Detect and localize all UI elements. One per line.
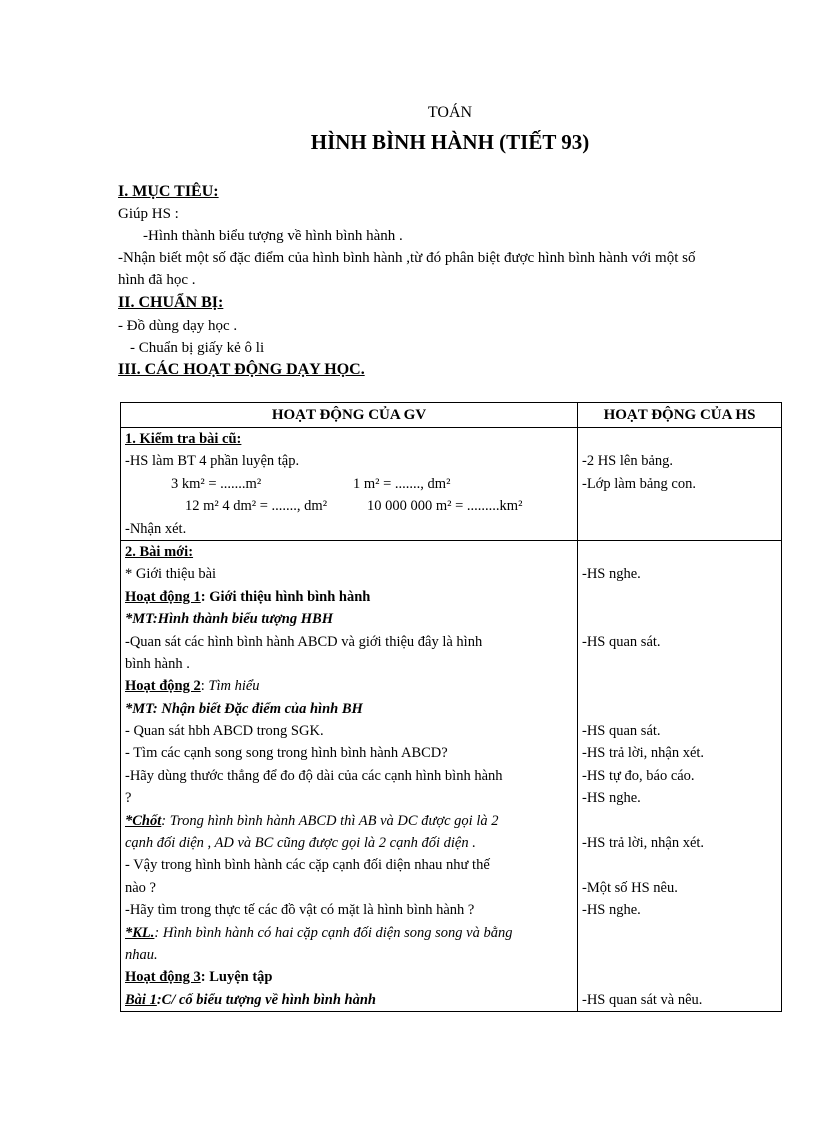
part2-heading: 2. Bài mới:: [125, 543, 194, 560]
teacher-text: -Quan sát các hình bình hành ABCD và giới thiệu đây là hình: [125, 633, 483, 650]
teacher-text: bình hành .: [125, 655, 190, 672]
teacher-text: ?: [125, 790, 132, 807]
activity3-heading: Hoạt động 3: Luyện tập: [125, 969, 273, 986]
conclusion-text: cạnh đối diện , AD và BC cũng được gọi là 2 cạnh đối diện .: [125, 835, 476, 852]
student-cell: [578, 428, 782, 541]
equation: 12 m² 4 dm² = ......., dm²: [185, 498, 328, 515]
table-header-row: [121, 403, 782, 428]
teacher-column-header: HOẠT ĐỘNG CỦA GV: [121, 403, 578, 428]
teacher-cell: [121, 428, 578, 541]
equation: 3 km² = .......m²: [171, 475, 262, 492]
conclusion-text: *Chốt: Trong hình bình hành ABCD thì AB và DC được gọi là 2: [125, 812, 499, 829]
student-action: -HS quan sát.: [582, 633, 661, 650]
teacher-text: -Hãy tìm trong thực tế các đồ vật có mặt là hình bình hành ?: [125, 902, 475, 919]
part1-heading: 1. Kiểm tra bài cũ:: [125, 431, 242, 447]
preparation-heading: II. CHUẨN BỊ:: [118, 294, 224, 311]
subject-label: TOÁN: [427, 104, 473, 121]
teacher-text: -Hãy dùng thước thẳng để đo độ dài của các cạnh hình bình hành: [125, 767, 503, 784]
part1-review: -Nhận xét.: [125, 520, 187, 537]
teacher-cell: [121, 540, 578, 1011]
equation: 1 m² = ......., dm²: [353, 475, 451, 492]
activities-table: [120, 402, 782, 1012]
teacher-text: - Tìm các cạnh song song trong hình bình hành ABCD?: [125, 745, 448, 762]
teacher-text: nào ?: [125, 879, 156, 896]
exercise1-heading: Bài 1:C/ cố biểu tượng về hình bình hành: [125, 991, 376, 1008]
activity1-heading: Hoạt động 1: Giới thiệu hình bình hành: [125, 588, 371, 605]
student-action: -2 HS lên bảng.: [582, 453, 674, 470]
student-action: -HS trả lời, nhận xét.: [582, 745, 705, 762]
student-action: -HS quan sát.: [582, 723, 661, 740]
intro-text: * Giới thiệu bài: [125, 566, 217, 583]
conclusion-text: nhau.: [125, 946, 158, 963]
student-action: -HS nghe.: [582, 902, 641, 919]
student-action: -HS quan sát và nêu.: [582, 991, 703, 1008]
objectives-heading: I. MỤC TIÊU:: [118, 183, 219, 200]
objective-item: -Hình thành biểu tượng về hình bình hành .: [143, 228, 403, 244]
equation: 10 000 000 m² = .........km²: [367, 498, 523, 515]
lesson-title: HÌNH BÌNH HÀNH (TIẾT 93): [310, 130, 590, 154]
student-cell: [578, 540, 782, 1011]
equation-row: [125, 495, 573, 517]
conclusion-text: *KL.: Hình bình hành có hai cặp cạnh đối diện song song và bằng: [125, 924, 513, 941]
activities-heading: III. CÁC HOẠT ĐỘNG DẠY HỌC.: [118, 361, 365, 378]
student-action: -Lớp làm bảng con.: [582, 475, 696, 492]
student-action: -HS nghe.: [582, 566, 641, 583]
teacher-text: - Quan sát hbh ABCD trong SGK.: [125, 723, 324, 740]
table-row-new-lesson: [121, 540, 782, 1011]
student-action: -HS tự đo, báo cáo.: [582, 767, 695, 784]
equation-row: [125, 473, 573, 495]
objective-item-continued: hình đã học .: [118, 272, 196, 288]
objective-item: -Nhận biết một số đặc điểm của hình bình hành ,từ đó phân biệt được hình bình hành với một số: [118, 250, 696, 266]
activity2-objective: *MT: Nhận biết Đặc điểm của hình BH: [125, 700, 363, 717]
part1-task: -HS làm BT 4 phần luyện tập.: [125, 453, 300, 470]
student-action: -HS trả lời, nhận xét.: [582, 835, 705, 852]
activity2-heading: Hoạt động 2: Tìm hiểu: [125, 678, 260, 695]
preparation-item: - Đồ dùng dạy học .: [118, 318, 238, 334]
teacher-text: - Vậy trong hình bình hành các cặp cạnh đối diện nhau như thế: [125, 857, 490, 874]
table-row-review: [121, 428, 782, 541]
preparation-item: - Chuẩn bị giấy kẻ ô li: [130, 340, 265, 356]
student-action: -HS nghe.: [582, 790, 641, 807]
activity1-objective: *MT:Hình thành biểu tượng HBH: [125, 611, 333, 628]
student-action: -Một số HS nêu.: [582, 879, 678, 896]
objectives-intro: Giúp HS :: [118, 206, 179, 222]
student-column-header: HOẠT ĐỘNG CỦA HS: [578, 403, 782, 428]
